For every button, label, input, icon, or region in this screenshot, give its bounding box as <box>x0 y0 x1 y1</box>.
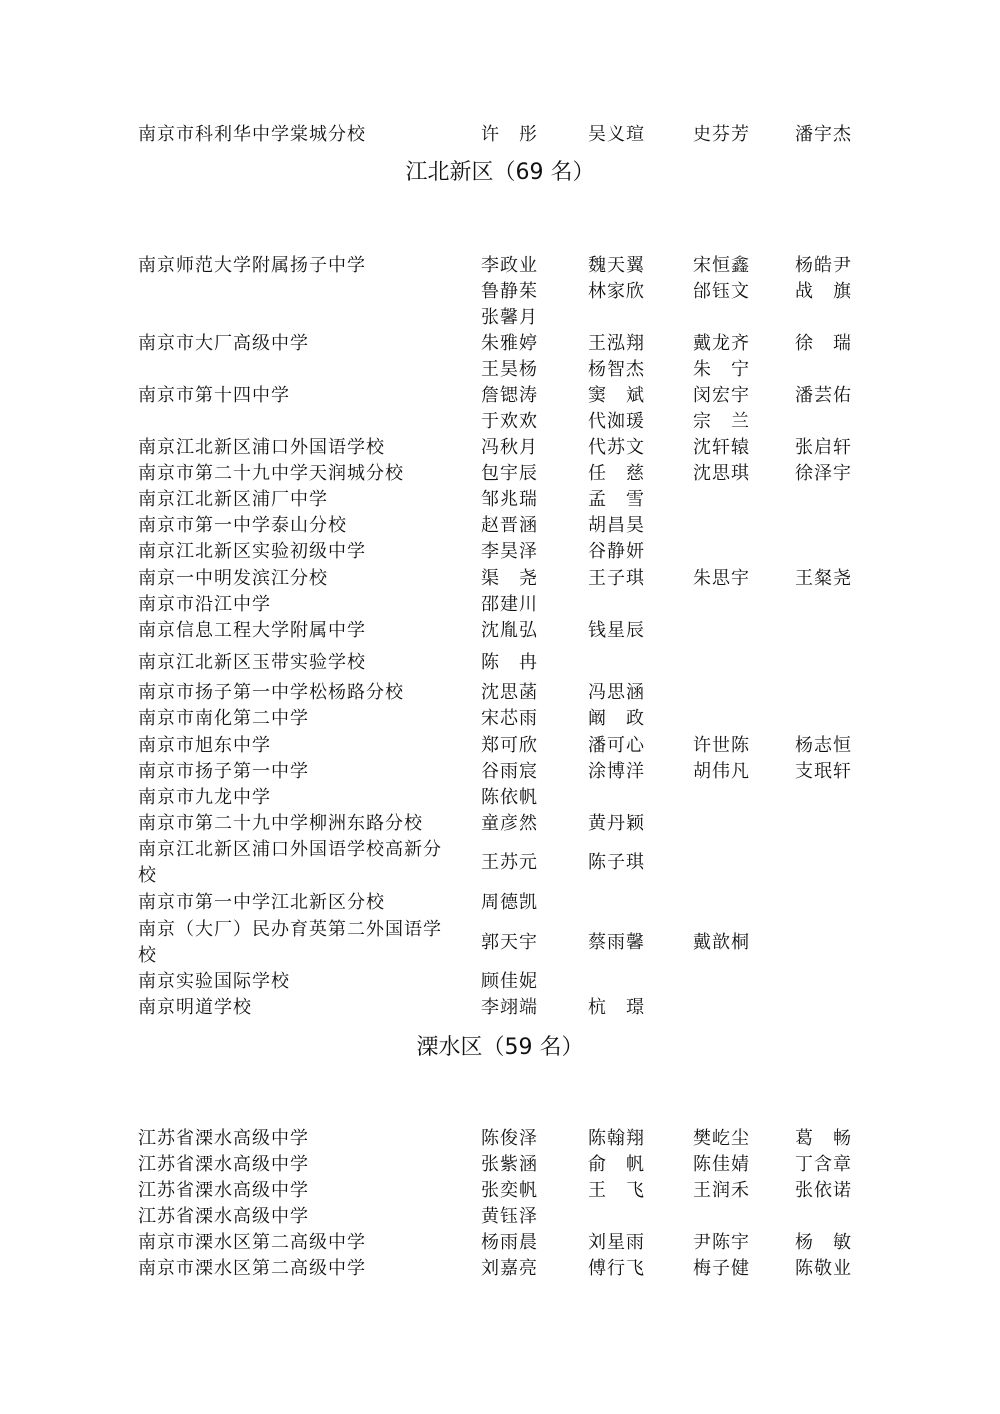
student-name: 许世陈 <box>693 735 750 756</box>
student-name: 张依诺 <box>795 1180 852 1201</box>
student-name: 陈翰翔 <box>588 1128 645 1149</box>
student-name: 葛 畅 <box>795 1128 852 1149</box>
school-name: 南京市大厂高级中学 <box>138 333 309 354</box>
school-name: 南京江北新区浦口外国语学校 <box>138 437 385 458</box>
student-name: 王润禾 <box>693 1180 750 1201</box>
student-name: 黄钰泽 <box>481 1206 538 1227</box>
school-name: 南京江北新区浦口外国语学校高新分校 <box>138 839 442 886</box>
student-name: 邹兆瑞 <box>481 489 538 510</box>
student-name: 史芬芳 <box>693 124 750 145</box>
student-name: 闵宏宇 <box>693 385 750 406</box>
school-name: 南京明道学校 <box>138 997 252 1018</box>
student-name: 宋芯雨 <box>481 708 538 729</box>
student-name: 朱 宁 <box>693 359 750 380</box>
student-name: 沈思琪 <box>693 463 750 484</box>
student-name: 傅行飞 <box>588 1258 645 1279</box>
student-name: 杨智杰 <box>588 359 645 380</box>
student-name: 丁含章 <box>795 1154 852 1175</box>
student-name: 阚 政 <box>588 708 645 729</box>
student-name: 张启轩 <box>795 437 852 458</box>
student-name: 黄丹颖 <box>588 813 645 834</box>
school-name: 南京实验国际学校 <box>138 971 290 992</box>
school-name: 南京江北新区实验初级中学 <box>138 541 366 562</box>
student-name: 王昊杨 <box>481 359 538 380</box>
student-name: 张奕帆 <box>481 1180 538 1201</box>
student-name: 郭天宇 <box>481 932 538 953</box>
student-name: 李翊端 <box>481 997 538 1018</box>
student-name: 徐 瑞 <box>795 333 852 354</box>
student-name: 渠 尧 <box>481 568 538 589</box>
student-name: 潘可心 <box>588 735 645 756</box>
student-name: 王泓翔 <box>588 333 645 354</box>
student-name: 杨 敏 <box>795 1232 852 1253</box>
student-name: 陈 冉 <box>481 652 538 673</box>
student-name: 杨皓尹 <box>795 255 852 276</box>
student-name: 包宇辰 <box>481 463 538 484</box>
student-name: 魏天翼 <box>588 255 645 276</box>
student-name: 杭 璟 <box>588 997 645 1018</box>
student-name: 戴龙齐 <box>693 333 750 354</box>
school-name: 南京市旭东中学 <box>138 735 271 756</box>
student-name: 詹锶涛 <box>481 385 538 406</box>
student-name: 陈依帆 <box>481 787 538 808</box>
school-name: 江苏省溧水高级中学 <box>138 1206 309 1227</box>
school-name: 南京市沿江中学 <box>138 594 271 615</box>
student-name: 冯秋月 <box>481 437 538 458</box>
student-name: 王粲尧 <box>795 568 852 589</box>
school-name: 江苏省溧水高级中学 <box>138 1128 309 1149</box>
student-name: 孟 雪 <box>588 489 645 510</box>
student-name: 杨志恒 <box>795 735 852 756</box>
school-name: 南京一中明发滨江分校 <box>138 568 328 589</box>
student-name: 李政业 <box>481 255 538 276</box>
student-name: 冯思涵 <box>588 682 645 703</box>
section-title-lishui: 溧水区（59 名） <box>416 1035 584 1060</box>
student-name: 任 慈 <box>588 463 645 484</box>
student-name: 朱思宇 <box>693 568 750 589</box>
student-name: 俞 帆 <box>588 1154 645 1175</box>
student-name: 吴义瑄 <box>588 124 645 145</box>
school-name: 江苏省溧水高级中学 <box>138 1180 309 1201</box>
student-name: 陈敬业 <box>795 1258 852 1279</box>
student-name: 陈俊泽 <box>481 1128 538 1149</box>
school-name: 南京市第二十九中学柳洲东路分校 <box>138 813 423 834</box>
school-name: 南京市第一中学泰山分校 <box>138 515 347 536</box>
student-name: 沈轩辕 <box>693 437 750 458</box>
student-name: 蔡雨馨 <box>588 932 645 953</box>
student-name: 王苏元 <box>481 852 538 873</box>
student-name: 宗 兰 <box>693 411 750 432</box>
student-name: 王 飞 <box>588 1180 645 1201</box>
student-name: 鲁静茱 <box>481 281 538 302</box>
student-name: 胡伟凡 <box>693 761 750 782</box>
student-name: 谷静妍 <box>588 541 645 562</box>
student-name: 于欢欢 <box>481 411 538 432</box>
student-name: 李昊泽 <box>481 541 538 562</box>
student-name: 钱星辰 <box>588 620 645 641</box>
student-name: 邵建川 <box>481 594 538 615</box>
student-name: 沈思菡 <box>481 682 538 703</box>
student-name: 童彦然 <box>481 813 538 834</box>
school-name: 南京师范大学附属扬子中学 <box>138 255 366 276</box>
school-name: 南京市扬子第一中学松杨路分校 <box>138 682 404 703</box>
school-name: 南京市九龙中学 <box>138 787 271 808</box>
student-name: 陈佳婧 <box>693 1154 750 1175</box>
school-name: 南京市溧水区第二高级中学 <box>138 1232 366 1253</box>
student-name: 朱雅婷 <box>481 333 538 354</box>
student-name: 沈胤弘 <box>481 620 538 641</box>
student-name: 樊屹尘 <box>693 1128 750 1149</box>
student-name: 代洳瑗 <box>588 411 645 432</box>
school-name: 南京江北新区浦厂中学 <box>138 489 328 510</box>
student-name: 窦 斌 <box>588 385 645 406</box>
student-name: 张紫涵 <box>481 1154 538 1175</box>
student-name: 支珉轩 <box>795 761 852 782</box>
student-name: 王子琪 <box>588 568 645 589</box>
school-name: 南京市第一中学江北新区分校 <box>138 892 385 913</box>
student-name: 邰钰文 <box>693 281 750 302</box>
student-name: 戴歆桐 <box>693 932 750 953</box>
student-name: 潘宇杰 <box>795 124 852 145</box>
school-name: 南京信息工程大学附属中学 <box>138 620 366 641</box>
school-name: 南京市第十四中学 <box>138 385 290 406</box>
student-name: 周德凯 <box>481 892 538 913</box>
student-name: 刘嘉亮 <box>481 1258 538 1279</box>
student-name: 陈子琪 <box>588 852 645 873</box>
student-name: 尹陈宇 <box>693 1232 750 1253</box>
student-name: 战 旗 <box>795 281 852 302</box>
school-name: 南京江北新区玉带实验学校 <box>138 652 366 673</box>
school-name: 南京市扬子第一中学 <box>138 761 309 782</box>
student-name: 顾佳妮 <box>481 971 538 992</box>
student-name: 刘星雨 <box>588 1232 645 1253</box>
student-name: 谷雨宸 <box>481 761 538 782</box>
student-name: 涂博洋 <box>588 761 645 782</box>
student-name: 胡昌昊 <box>588 515 645 536</box>
student-name: 杨雨晨 <box>481 1232 538 1253</box>
student-name: 潘芸佑 <box>795 385 852 406</box>
school-name: 南京市第二十九中学天润城分校 <box>138 463 404 484</box>
school-name: 南京市科利华中学棠城分校 <box>138 124 366 145</box>
student-name: 宋恒鑫 <box>693 255 750 276</box>
school-name: 江苏省溧水高级中学 <box>138 1154 309 1175</box>
student-name: 林家欣 <box>588 281 645 302</box>
school-name: 南京市溧水区第二高级中学 <box>138 1258 366 1279</box>
student-name: 梅子健 <box>693 1258 750 1279</box>
section-title-jiangbei: 江北新区（69 名） <box>405 160 595 185</box>
student-name: 郑可欣 <box>481 735 538 756</box>
student-name: 代苏文 <box>588 437 645 458</box>
student-name: 许 彤 <box>481 124 538 145</box>
student-name: 徐泽宇 <box>795 463 852 484</box>
student-name: 张馨月 <box>481 307 538 328</box>
school-name: 南京（大厂）民办育英第二外国语学校 <box>138 919 442 966</box>
school-name: 南京市南化第二中学 <box>138 708 309 729</box>
student-name: 赵晋涵 <box>481 515 538 536</box>
